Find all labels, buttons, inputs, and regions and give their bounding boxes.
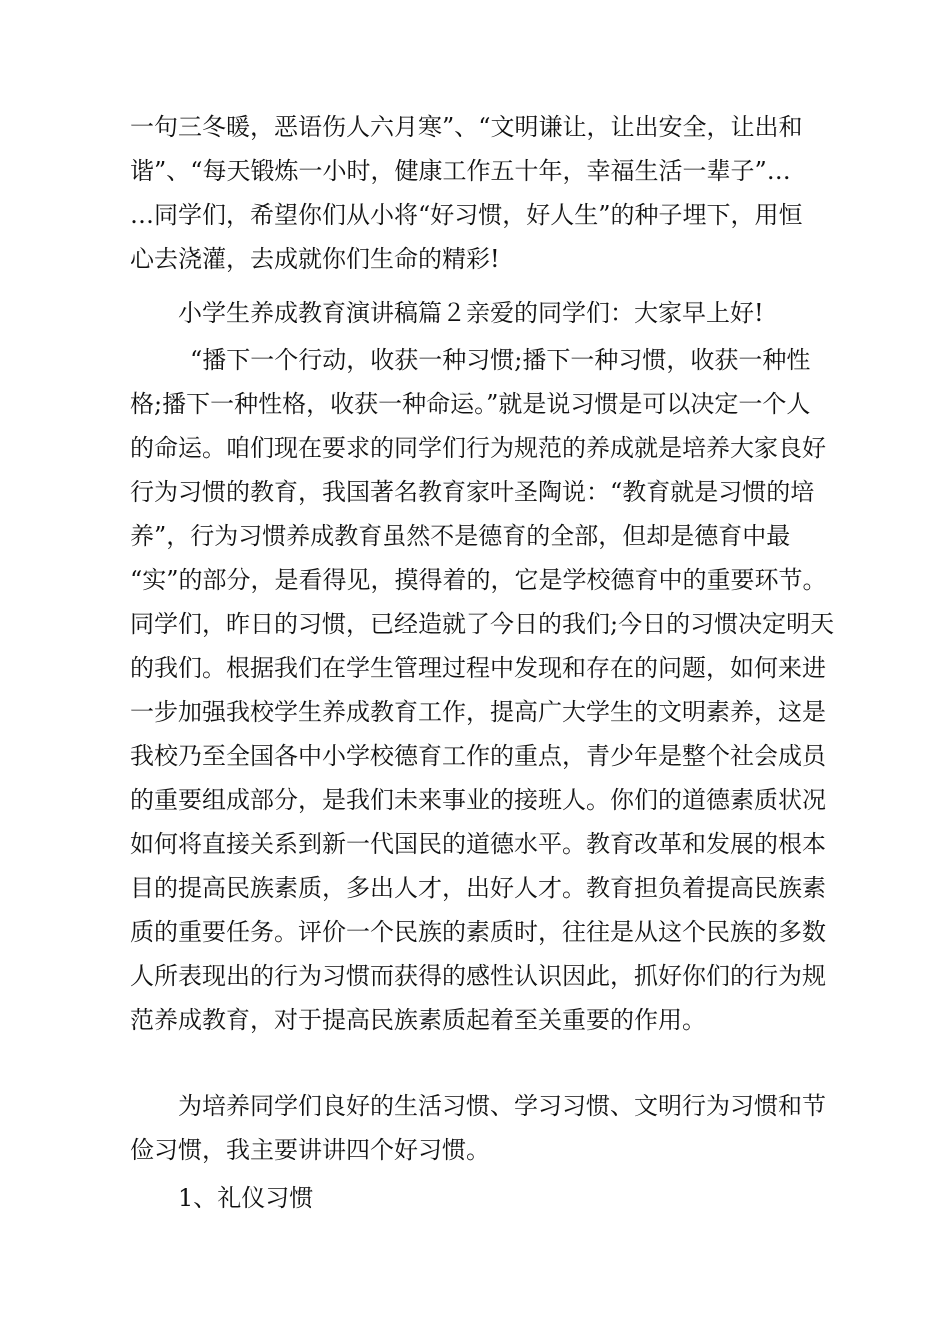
text-line: 谐”、“每天锻炼一小时，健康工作五十年，幸福生活一辈子”… — [130, 157, 791, 185]
paragraph-5 — [130, 1176, 830, 1220]
text-line: 一句三冬暖，恶语伤人六月寒”、“文明谦让，让出安全，让出和 — [130, 113, 803, 141]
text-line: 心去浇灌，去成就你们生命的精彩! — [130, 245, 500, 273]
text-line: 的重要组成部分，是我们未来事业的接班人。你们的道德素质状况 — [130, 786, 826, 814]
paragraph-3 — [130, 338, 835, 1042]
text-line: 范养成教育，对于提高民族素质起着至关重要的作用。 — [130, 1006, 706, 1034]
text-line: 同学们，昨日的习惯，已经造就了今日的我们;今日的习惯决定明天 — [130, 610, 835, 638]
text-line: 的命运。咱们现在要求的同学们行为规范的养成就是培养大家良好 — [130, 434, 826, 462]
text-line: 行为习惯的教育，我国著名教育家叶圣陶说：“教育就是习惯的培 — [130, 478, 815, 506]
text-line: 养”，行为习惯养成教育虽然不是德育的全部，但却是德育中最 — [130, 522, 791, 550]
text-line: 的我们。根据我们在学生管理过程中发现和存在的问题，如何来进 — [130, 654, 826, 682]
text-line: 为培养同学们良好的生活习惯、学习习惯、文明行为习惯和节 — [178, 1092, 826, 1120]
text-line: …同学们，希望你们从小将“好习惯，好人生”的种子埋下，用恒 — [130, 201, 803, 229]
text-line: 人所表现出的行为习惯而获得的感性认识因此，抓好你们的行为规 — [130, 962, 826, 990]
text-line: 质的重要任务。评价一个民族的素质时，往往是从这个民族的多数 — [130, 918, 826, 946]
numbered-heading: 1、礼仪习惯 — [178, 1184, 314, 1212]
text-line: 我校乃至全国各中小学校德育工作的重点，青少年是整个社会成员 — [130, 742, 826, 770]
text-line: 俭习惯，我主要讲讲四个好习惯。 — [130, 1136, 490, 1164]
text-line: 小学生养成教育演讲稿篇２亲爱的同学们：大家早上好! — [178, 299, 764, 327]
paragraph-1 — [130, 105, 830, 281]
text-line: 如何将直接关系到新一代国民的道德水平。教育改革和发展的根本 — [130, 830, 826, 858]
text-line: 格;播下一种性格，收获一种命运。”就是说习惯是可以决定一个人 — [130, 390, 811, 418]
paragraph-2 — [130, 291, 830, 335]
text-line: 目的提高民族素质，多出人才，出好人才。教育担负着提高民族素 — [130, 874, 826, 902]
text-line: 一步加强我校学生养成教育工作，提高广大学生的文明素养，这是 — [130, 698, 826, 726]
paragraph-4 — [130, 1084, 830, 1172]
text-line: “播下一个行动，收获一种习惯;播下一种习惯，收获一种性 — [190, 346, 811, 374]
text-line: “实”的部分，是看得见，摸得着的，它是学校德育中的重要环节。 — [130, 566, 827, 594]
